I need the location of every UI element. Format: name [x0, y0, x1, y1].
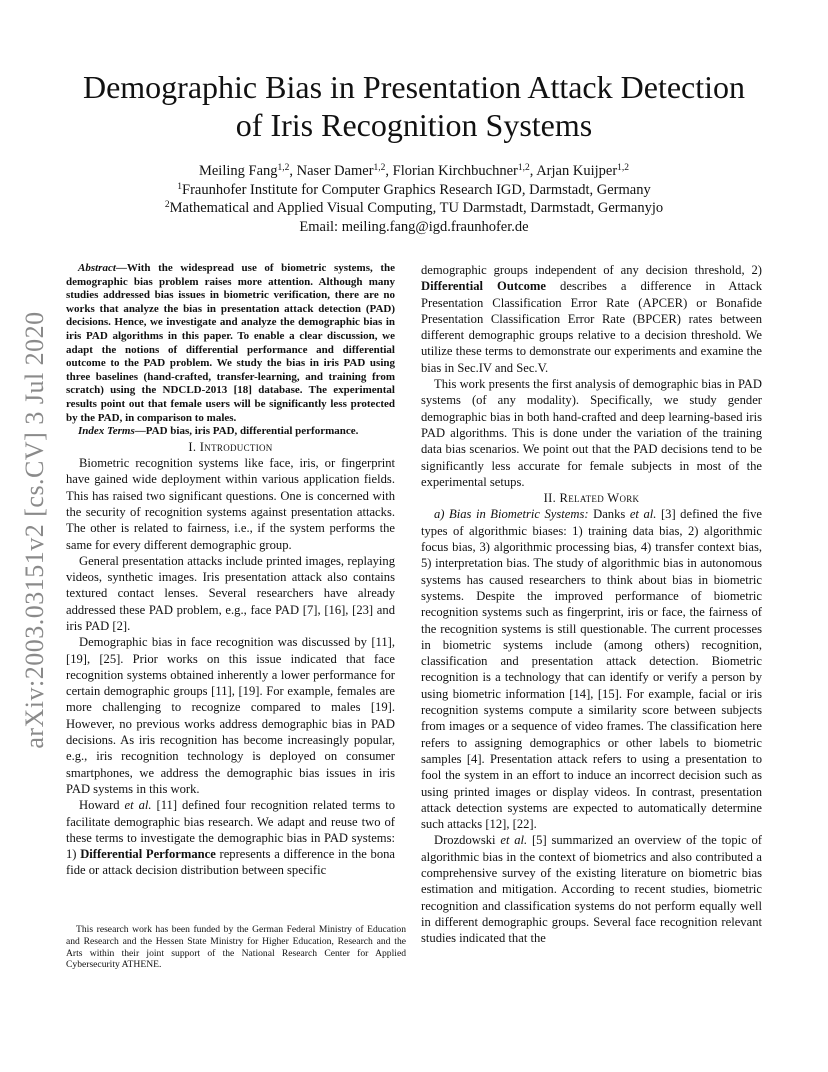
index-terms-text: —PAD bias, iris PAD, differential performance. — [134, 425, 359, 438]
arxiv-sidebar-stamp — [18, 300, 52, 760]
title-line-1: Demographic Bias in Presentation Attack Detection — [82, 69, 746, 105]
title-line-2: of Iris Recognition Systems — [235, 107, 593, 143]
left-column — [66, 262, 395, 879]
paper-title — [40, 68, 788, 144]
right-column — [421, 262, 762, 946]
right-paragraph-1: demographic groups independent of any decision threshold, 2) Differential Outcome describes a difference in Attack Presentation Classification Error Rate (APCER) or Bonafide Presentation Classification Error Rate (BPCER) rates between different demographic groups relative to a decision threshold. We utilize these terms to demonstrate our experiments and examine the bias in Sec.IV and Sec.V. — [421, 263, 763, 375]
abstract — [66, 262, 395, 439]
abstract-label: Abstract — [78, 262, 116, 274]
arxiv-identifier: arXiv:2003.03151v2 [cs.CV] 3 Jul 2020 — [20, 311, 49, 749]
author-block — [40, 162, 788, 236]
affiliation-2: $^2$Mathematical and Applied Visual Computing, TU Darmstadt, Darmstadt, Germanyjo — [164, 200, 664, 216]
intro-paragraph-3: Demographic bias in face recognition was discussed by [11], [19], [25]. Prior works on this issue indicated that face recognition systems obtained inherently a lower performance for certain demographic groups [11], [19]. For example, females are more challenging to recognize compared to males [19]. However, no previous works address demographic bias in PAD decisions. As iris recognition has become increasingly popular, e.g., iris recognition technology is deployed on consumer smartphones, we address the demographic bias issues in iris PAD systems in this work. — [66, 635, 395, 796]
related-paragraph-2: Drozdowski et al. [5] summarized an overview of the topic of algorithmic bias in the context of biometrics and also contributed a comprehensive survey of the existing literature on biometric bias estimation and mitigation. According to recent studies, biometric recognition and classification systems do not perform equally well in different demographic groups. Several face recognition relevant studies indicated that the — [421, 833, 763, 946]
right-paragraph-2: This work presents the first analysis of demographic bias in PAD systems (of any modality). Specifically, we study gender demographic bias in both hand-crafted and deep learning-based iris PAD algorithms. This is done under the variation of the training data bias scenarios. We point out that the PAD decisions tend to be significantly less accurate for female subjects in most of the experimental setups. — [421, 377, 762, 489]
intro-paragraph-1: Biometric recognition systems like face, iris, or fingerprint have gained wide deployment within various application fields. This has raised two significant questions. One is concerned with the security of recognition systems against presentation attacks. The other is related to fairness, i.e., if the system performs the same for every different demographic group. — [66, 456, 395, 552]
section-heading-related-work: II. Related Work — [543, 491, 640, 506]
intro-paragraph-2: General presentation attacks include printed images, replaying videos, synthetic images. Iris presentation attack also contains textured contact lenses. Several researchers have already addressed these PAD problem, e.g., face PAD [7], [16], [23] and iris PAD [2]. — [66, 553, 395, 633]
index-terms-label: Index Terms — [78, 425, 135, 438]
intro-paragraph-4: Howard et al. [11] defined four recognition related terms to facilitate demographic bias research. We adapt and reuse two of these terms to investigate the demographic bias in PAD systems: 1) Differential Performance represents a difference in the bona fide or attack decision distribution between specific — [66, 798, 396, 878]
section-heading-introduction: I. Introduction — [188, 439, 273, 454]
related-paragraph-1: a) Bias in Biometric Systems: Danks et al. [3] defined the five types of algorithmic biases: 1) training data bias, 2) algorithmic focus bias, 3) algorithmic processing bias, 4) transfer context bias, 5) interpretation bias. The study of algorithmic bias in autonomous systems has caused researchers to think about bias in biometric systems. Despite the improved performance of biometric recognition systems such as fingerprint, iris or face, the fairness of the recognition systems is still questionable. The current processes in biometric systems include (among others) recognition, classification and presentation attack detection. Biometric recognition is a technology that can identify or verify a person by using biometric information [14], [15]. For example, facial or iris recognition systems compute a similarity score between subjects from images or a sequence of video frames. The classification here refers to assigning demographics or other labels to biometric samples [4]. Presentation attack refers to using a presentation to fool the system in an effort to induce an incorrect decision such as using printed images or display videos. In contrast, presentation attack detection systems are expected to automatically determine such attacks [12], [22]. — [421, 507, 762, 832]
author-names: Meiling Fang$^{1,2}$, Naser Damer$^{1,2}$, Florian Kirchbuchner$^{1,2}$, Arjan Kuijper$^{1,2}$ — [198, 163, 630, 179]
affiliation-1: $^1$Fraunhofer Institute for Computer Graphics Research IGD, Darmstadt, Germany — [177, 181, 651, 198]
author-email: Email: meiling.fang@igd.fraunhofer.de — [299, 218, 529, 235]
funding-footnote: This research work has been funded by the German Federal Ministry of Education and Research and the Hessen State Ministry for Higher Education, Research and the Arts within their joint support of the National Research Center for Applied Cybersecurity ATHENE. — [66, 924, 406, 971]
abstract-text: —With the widespread use of biometric systems, the demographic bias problem raises more attention. Although many studies addressed bias issues in biometric verification, there are no works that analyze the bias in presentation attack detection (PAD) decisions. Hence, we investigate and analyze the demographic bias in iris PAD algorithms in this paper. To enable a clear discussion, we adapt the notions of differential performance and differential outcome to the PAD problem. We study the bias in iris PAD using three baselines (hand-crafted, transfer-learning, and training from scratch) using the NDCLD-2013 [18] database. The experimental results point out that female users will be significantly less protected by the PAD, in comparison to males. — [66, 262, 395, 424]
